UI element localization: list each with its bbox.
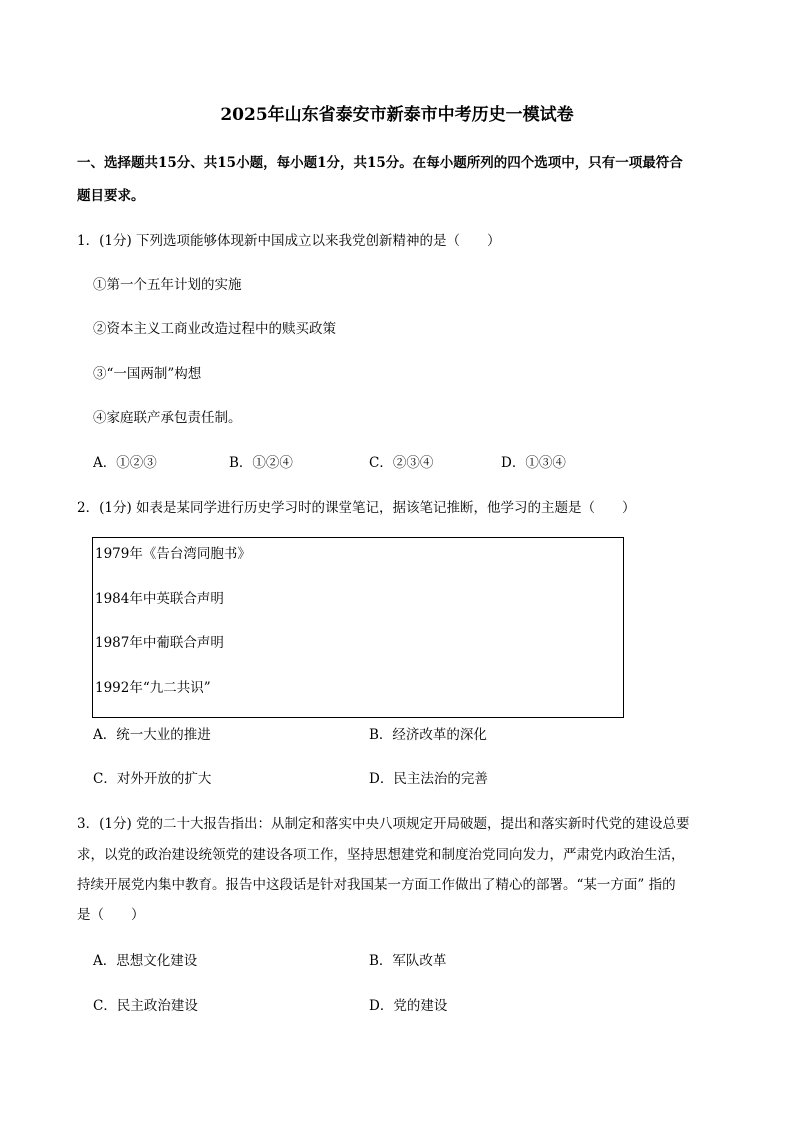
question-3-stem-line2: 求，以党的政治建设统领党的建设各项工作，坚持思想建党和制度治党同向发力，严肃党内政治生活， [77,847,685,863]
note-row-2: 1984年中英联合声明 [95,591,224,607]
question-2-option-d[interactable]: D．民主法治的完善 [369,771,488,787]
question-2-stem: 2．(1分) 如表是某同学进行历史学习时的课堂笔记，据该笔记推断，他学习的主题是（ ） [77,500,636,516]
question-1-item-3: ③“一国两制”构想 [93,366,202,382]
question-1-item-4: ④家庭联产承包责任制。 [93,410,242,426]
question-3-stem-line1: 3．(1分) 党的二十大报告指出：从制定和落实中央八项规定开局破题，提出和落实新时代党的建设总要 [77,816,690,832]
question-1-option-b[interactable]: B．①②④ [229,455,293,471]
question-1-stem: 1．(1分) 下列选项能够体现新中国成立以来我党创新精神的是（ ） [77,233,501,249]
section-heading-line1: 一、选择题共15分、共15小题，每小题1分，共15分。在每小题所列的四个选项中，只有一项最符合 [77,155,683,171]
question-3-option-d[interactable]: D．党的建设 [369,998,448,1014]
note-row-3: 1987年中葡联合声明 [95,635,224,651]
question-3-option-b[interactable]: B．军队改革 [369,953,447,969]
note-row-4: 1992年“九二共识” [95,680,211,696]
question-2-option-c[interactable]: C．对外开放的扩大 [93,771,212,787]
question-3-option-a[interactable]: A．思想文化建设 [93,953,198,969]
note-row-1: 1979年《告台湾同胞书》 [95,546,251,562]
section-heading-line2: 题目要求。 [77,188,145,204]
question-1-option-a[interactable]: A．①②③ [93,455,157,471]
notes-table [92,537,624,718]
question-2-option-b[interactable]: B．经济改革的深化 [369,727,487,743]
question-1-option-c[interactable]: C．②③④ [369,455,434,471]
question-3-option-c[interactable]: C．民主政治建设 [93,998,198,1014]
question-3-stem-line3: 持续开展党内集中教育。报告中这段话是针对我国某一方面工作做出了精心的部署。“某一方面” 指的 [77,877,676,893]
question-1-item-2: ②资本主义工商业改造过程中的赎买政策 [93,321,336,337]
question-1-item-1: ①第一个五年计划的实施 [93,277,242,293]
question-3-stem-line4: 是（ ） [77,907,145,923]
page-title: 2025年山东省泰安市新泰市中考历史一模试卷 [220,105,574,125]
question-2-option-a[interactable]: A．统一大业的推进 [93,727,211,743]
question-1-option-d[interactable]: D．①③④ [501,455,566,471]
